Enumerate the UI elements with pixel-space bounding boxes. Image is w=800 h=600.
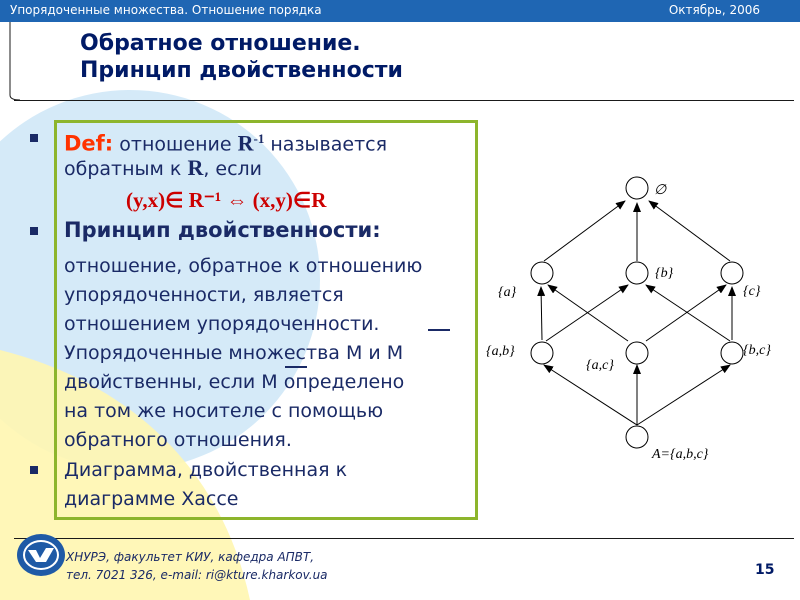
hasse-edge bbox=[541, 287, 542, 340]
diagram-item-line1: Диаграмма, двойственная к bbox=[64, 459, 348, 481]
hasse-node-ab bbox=[531, 342, 553, 364]
bullet-marker bbox=[30, 466, 38, 474]
diagram-item-line2: диаграмме Хассе bbox=[64, 488, 239, 510]
hasse-diagram bbox=[480, 165, 790, 475]
def-sup: -1 bbox=[253, 131, 265, 146]
def-text3: обратным к bbox=[64, 158, 182, 180]
slide-title bbox=[80, 30, 403, 84]
hasse-label-ac: {a,c} bbox=[586, 358, 614, 373]
hasse-edges bbox=[541, 201, 732, 425]
university-logo bbox=[16, 532, 66, 578]
overline-mark bbox=[428, 329, 450, 331]
hasse-edge bbox=[544, 201, 625, 261]
hasse-label-ab: {a,b} bbox=[486, 344, 515, 359]
def-R: R bbox=[237, 130, 254, 156]
footer-line2: тел. 7021 326, e-mail: ri@kture.kharkov.ua bbox=[66, 568, 328, 582]
hasse-label-abc: A={a,b,c} bbox=[652, 447, 709, 462]
footer-contact bbox=[66, 548, 328, 584]
hasse-node-abc bbox=[626, 426, 648, 448]
title-divider bbox=[14, 100, 794, 101]
principle-line: упорядоченности, является bbox=[64, 284, 344, 306]
header-bar bbox=[0, 0, 800, 22]
bullet-marker bbox=[30, 134, 38, 142]
hasse-node-bc bbox=[721, 342, 743, 364]
principle-line: на том же носителе с помощью bbox=[64, 400, 384, 422]
formula: (y,x)∈ R⁻¹ ⇔ (x,y)∈R bbox=[126, 188, 327, 212]
hasse-node-b bbox=[626, 262, 648, 284]
def-R2: R bbox=[187, 155, 204, 180]
def-text1: отношение bbox=[119, 133, 232, 156]
def-label: Def: bbox=[64, 131, 114, 156]
footer-line1: ХНУРЭ, факультет КИУ, кафедра АПВТ, bbox=[66, 550, 315, 564]
hasse-label-c: {c} bbox=[743, 284, 761, 299]
hasse-edge bbox=[544, 365, 637, 425]
def-text4: , если bbox=[203, 158, 263, 180]
hasse-label-empty: ∅ bbox=[654, 183, 667, 198]
bullet-marker bbox=[30, 227, 38, 235]
principle-line: двойственны, если M определено bbox=[64, 371, 405, 393]
principle-heading: Принцип двойственности: bbox=[64, 218, 381, 242]
hasse-node-empty bbox=[626, 177, 648, 199]
principle-line: отношение, обратное к отношению bbox=[64, 255, 423, 277]
header-date: Октябрь, 2006 bbox=[668, 3, 760, 17]
hasse-edge bbox=[649, 201, 730, 261]
slide-title-line2: Принцип двойственности bbox=[80, 58, 403, 83]
page-number: 15 bbox=[755, 562, 775, 578]
hasse-node-ac bbox=[626, 342, 648, 364]
principle-line: обратного отношения. bbox=[64, 429, 292, 451]
principle-line: Упорядоченные множества M и M bbox=[64, 342, 404, 364]
hasse-label-a: {a} bbox=[498, 285, 517, 300]
hasse-node-a bbox=[531, 262, 553, 284]
hasse-label-bc: {b,c} bbox=[743, 343, 771, 358]
title-corner-line bbox=[10, 22, 20, 100]
principle-line: отношением упорядоченности. bbox=[64, 313, 380, 335]
slide-title-line1: Обратное отношение. bbox=[80, 31, 361, 56]
overline-mark bbox=[285, 366, 307, 368]
def-line2 bbox=[64, 153, 262, 184]
footer-divider bbox=[14, 538, 794, 539]
hasse-node-c bbox=[721, 262, 743, 284]
header-course-title: Упорядоченные множества. Отношение порядка bbox=[10, 3, 322, 17]
def-text2: называется bbox=[270, 133, 388, 156]
hasse-edge bbox=[637, 365, 730, 425]
hasse-label-b: {b} bbox=[655, 266, 674, 281]
